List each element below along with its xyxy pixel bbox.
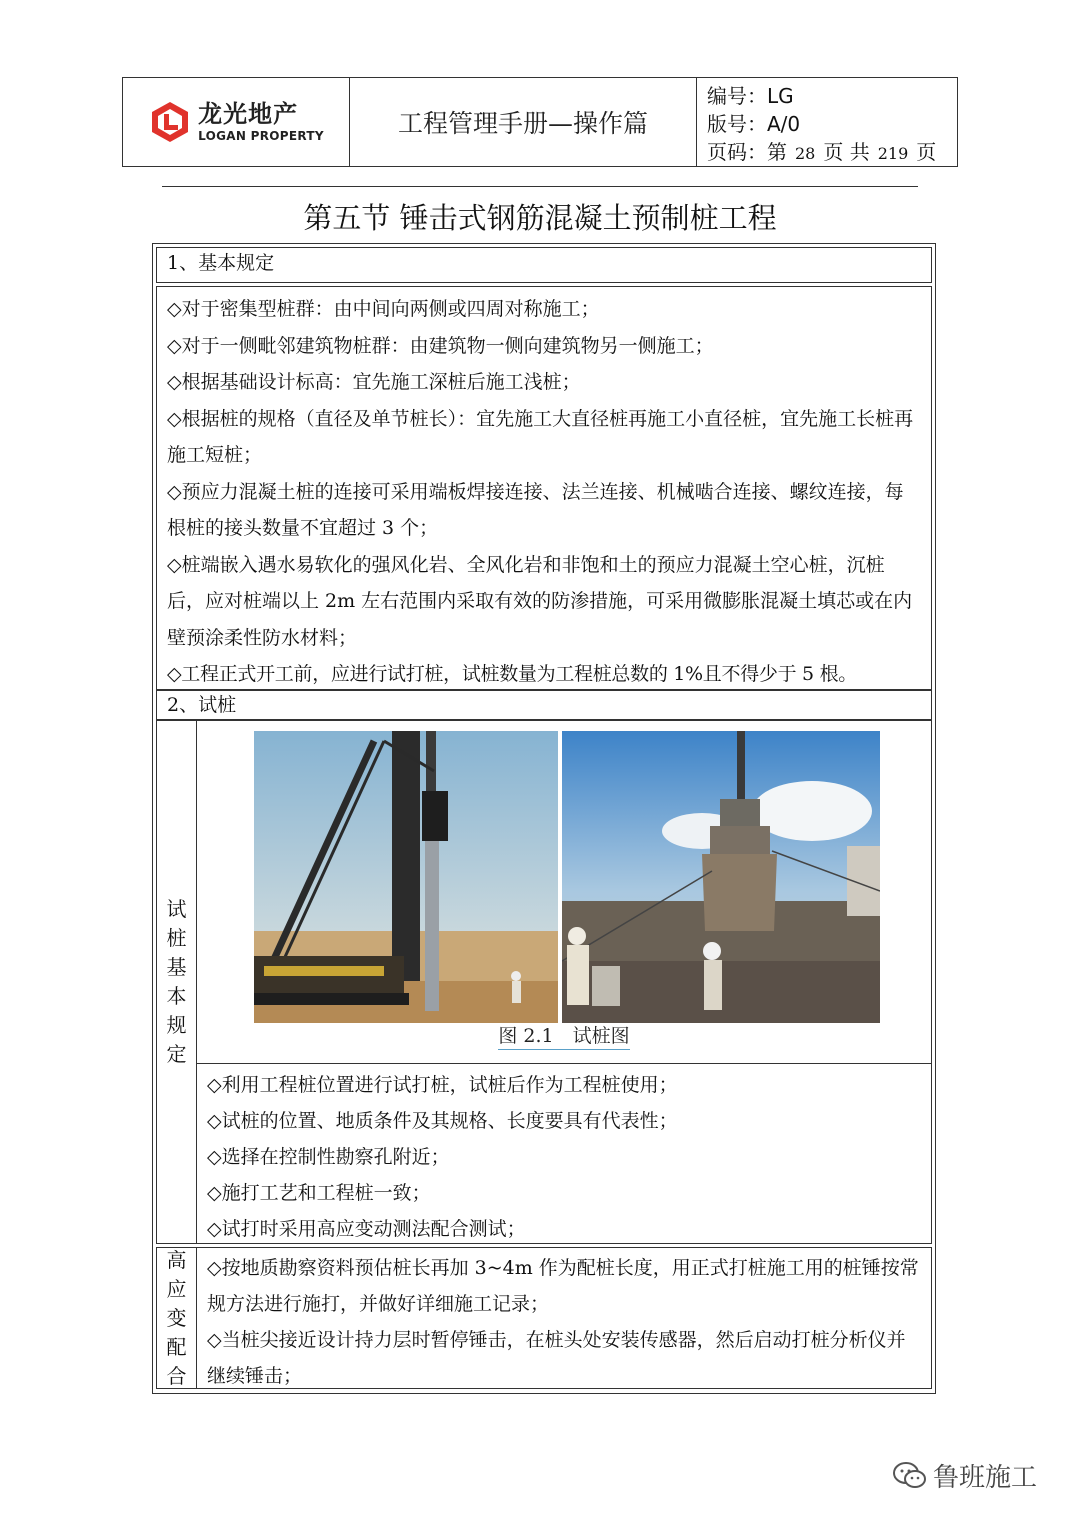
- page-number: [707, 138, 957, 168]
- list-item: ◇试打时采用高应变动测法配合测试；: [207, 1218, 526, 1240]
- trial-pile-list: [197, 1065, 931, 1247]
- list-item: ◇按地质勘察资料预估桩长再加 3~4m 作为配桩长度，用正式打桩施工用的桩锤按常规方法进行施打，并做好详细施工记录；: [207, 1257, 919, 1315]
- header-divider: [162, 186, 918, 187]
- page-total: 219: [877, 144, 909, 163]
- hammer-lift-photo: [562, 731, 880, 1023]
- list-item: ◇利用工程桩位置进行试打桩，试桩后作为工程桩使用；: [207, 1074, 678, 1096]
- watermark-text: 鲁班施工: [933, 1463, 1038, 1493]
- wechat-icon: [893, 1461, 927, 1491]
- logo-cell: [123, 78, 350, 166]
- list-item: ◇对于密集型桩群：由中间向两侧或四周对称施工；: [167, 298, 600, 320]
- list-item: ◇试桩的位置、地质条件及其规格、长度要具有代表性；: [207, 1110, 678, 1132]
- document-meta: [697, 78, 957, 166]
- basic-rules-list: [156, 286, 932, 690]
- page-suffix: 页: [916, 140, 937, 164]
- page-mid: 页 共: [823, 140, 870, 164]
- logan-logo-icon: [148, 100, 192, 144]
- watermark: [893, 1457, 1037, 1494]
- list-item: ◇工程正式开工前，应进行试打桩，试桩数量为工程桩总数的 1%且不得少于 5 根。: [167, 663, 857, 685]
- high-strain-list: [197, 1250, 931, 1394]
- trial-pile-side-text: 试桩基本规定: [166, 897, 187, 1066]
- basic-rules-heading: 1、基本规定: [156, 247, 932, 283]
- high-strain-side-text: 高应变配合: [166, 1247, 187, 1388]
- logo-english-name: LOGAN PROPERTY: [198, 129, 324, 143]
- list-item: ◇对于一侧毗邻建筑物桩群：由建筑物一侧向建筑物另一侧施工；: [167, 334, 714, 357]
- page-prefix: 页码：第: [707, 140, 787, 164]
- figure-caption-text: 图 2.1 试桩图: [498, 1025, 629, 1050]
- section-title: 第五节 锤击式钢筋混凝土预制桩工程: [303, 201, 777, 235]
- figure-area: [197, 721, 931, 1064]
- pile-driver-photo: [254, 731, 558, 1023]
- list-item: ◇施打工艺和工程桩一致；: [207, 1182, 431, 1204]
- list-item: ◇当桩尖接近设计持力层时暂停锤击，在桩头处安装传感器，然后启动打桩分析仪并继续锤击；: [207, 1329, 906, 1387]
- company-logo: [148, 100, 324, 144]
- list-item: ◇根据基础设计标高：宜先施工深桩后施工浅桩；: [167, 371, 581, 393]
- document-header: [122, 77, 958, 167]
- manual-title: 工程管理手册—操作篇: [350, 78, 697, 166]
- content-table: [152, 243, 936, 1394]
- list-item: ◇根据桩的规格（直径及单节桩长）：宜先施工大直径桩再施工小直径桩，宜先施工长桩再施工短桩；: [167, 407, 914, 466]
- list-item: ◇选择在控制性勘察孔附近；: [207, 1146, 450, 1168]
- logo-chinese-name: 龙光地产: [198, 100, 299, 128]
- list-item: ◇预应力混凝土桩的连接可采用端板焊接连接、法兰连接、机械啮合连接、螺纹连接，每根桩的接头数量不宜超过 3 个；: [167, 480, 904, 539]
- document-version: 版号：A/0: [707, 112, 801, 136]
- high-strain-side-label: [157, 1248, 197, 1388]
- high-strain-section: [156, 1247, 932, 1389]
- trial-pile-section: [156, 720, 932, 1244]
- document-code: 编号：LG: [707, 84, 794, 108]
- list-item: ◇桩端嵌入遇水易软化的强风化岩、全风化岩和非饱和土的预应力混凝土空心桩，沉桩后，应对桩端以上 2m 左右范围内采取有效的防渗措施，可采用微膨胀混凝土填芯或在内壁预涂柔性防水材料；: [167, 553, 913, 649]
- figure-caption: [197, 1021, 931, 1048]
- trial-pile-heading: 2、试桩: [156, 690, 932, 720]
- page-current: 28: [795, 144, 816, 163]
- trial-pile-side-label: [157, 721, 197, 1243]
